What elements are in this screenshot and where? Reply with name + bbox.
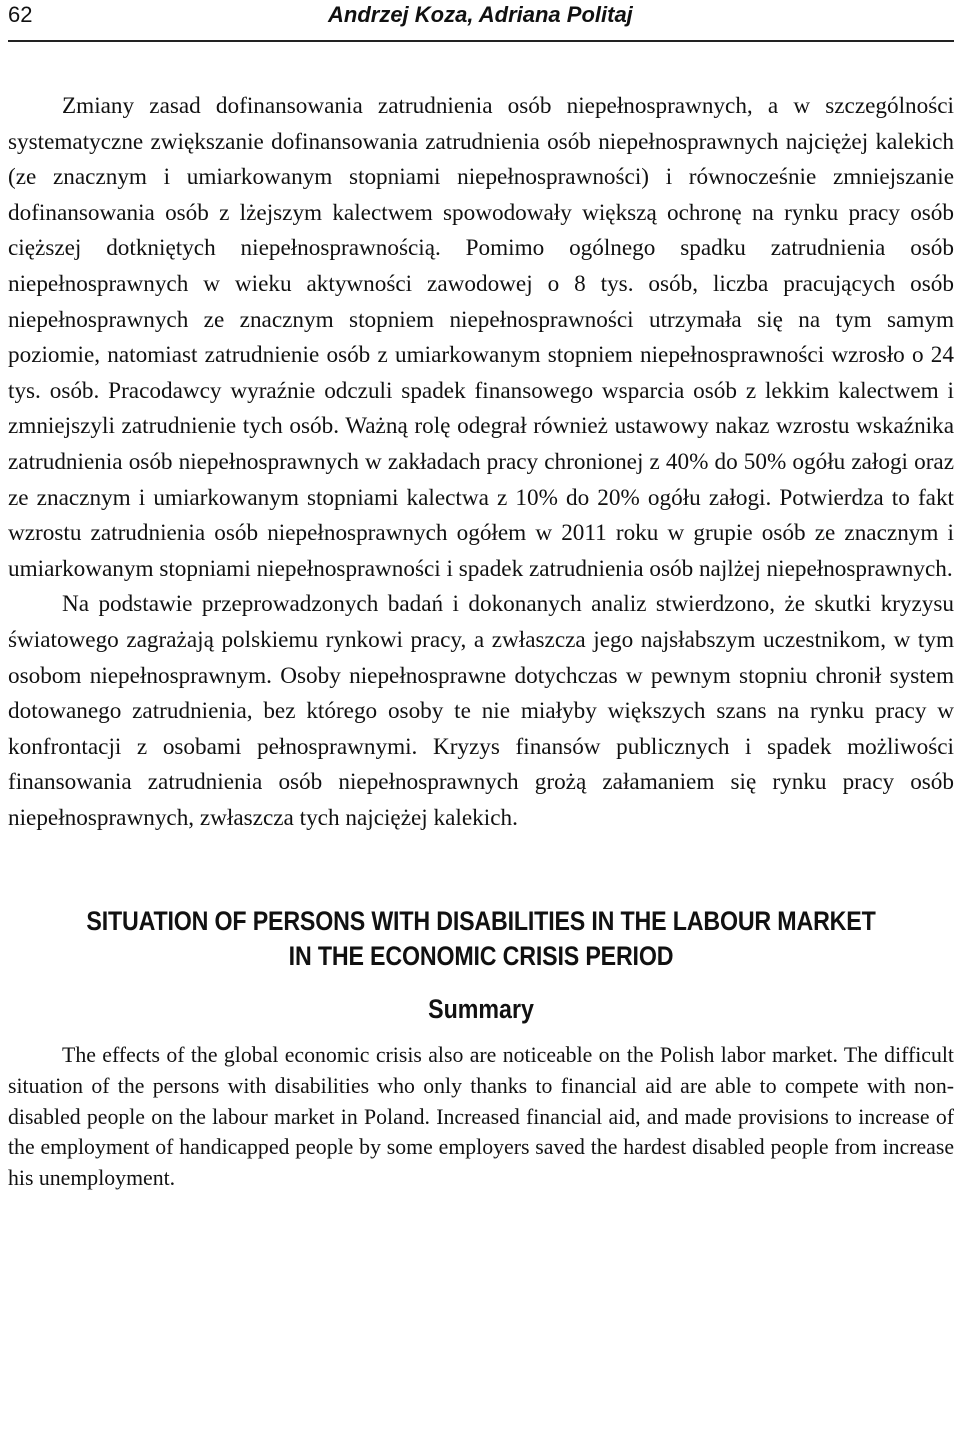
paragraph: Zmiany zasad dofinansowania zatrudnienia osób niepełnosprawnych, a w szczególności systematyczne zwiększanie dofinansowania zatrudnienia osób niepełnosprawnych najciężej kalekich (ze znacznym i umiarkowanym stopniami niepełnosprawności) i równocześnie zmniejszanie dofinansowania osób z lżejszym kalectwem spowodowały większą ochronę na rynku pracy osób cięższej dotkniętych niepełnosprawnością. Pomimo ogólnego spadku zatrudnienia osób niepełnosprawnych w wieku aktywności zawodowej o 8 tys. osób, liczba pracujących osób niepełnosprawnych ze znacznym stopniem niepełnosprawności utrzymała się na tym samym poziomie, natomiast zatrudnienie osób z umiarkowanym stopniem niepełnosprawności wzrosło o 24 tys. osób. Pracodawcy wyraźnie odczuli spadek finansowego wsparcia osób z lekkim kalectwem i zmniejszyli zatrudnienie tych osób. Ważną rolę odegrał również ustawowy nakaz wzrostu wskaźnika zatrudnienia osób niepełnosprawnych w zakładach pracy chronionej z 40% do 50% ogółu załogi oraz ze znacznym i umiarkowanym stopniami kalectwa z 10% do 20% ogółu załogi. Potwierdza to fakt wzrostu zatrudnienia osób niepełnosprawnych ogółem w 2011 roku w grupie osób ze znacznym i umiarkowanym stopniami niepełnosprawności i spadek zatrudnienia osób najlżej niepełnosprawnych. [8, 93, 954, 582]
running-header [8, 0, 954, 42]
summary-paragraph: The effects of the global economic crisis also are noticeable on the Polish labor market. The difficult situation of the persons with disabilities who only thanks to financial aid are able to compete with non-disabled people on the labour market in Poland. Increased financial aid, and made provisions to increase of the employment of handicapped people by some employers saved the hardest disabled people from increase his unemployment. [8, 1043, 954, 1190]
summary-heading: Summary [428, 994, 534, 1025]
section-title-line: IN THE ECONOMIC CRISIS PERIOD [288, 941, 674, 972]
paragraph: Na podstawie przeprowadzonych badań i dokonanych analiz stwierdzono, że skutki kryzysu światowego zagrażają polskiemu rynkowi pracy, a zwłaszcza jego najsłabszym uczestnikom, w tym osobom niepełnosprawnym. Osoby niepełnosprawne dotychczas w pewnym stopniu chronił system dotowanego zatrudnienia, bez którego osoby te nie miałyby większych szans na rynku pracy w konfrontacji z osobami pełnosprawnymi. Kryzys finansów publicznych i spadek możliwości finansowania zatrudnienia osób niepełnosprawnych grożą załamaniem się rynku pracy osób niepełnosprawnych, zwłaszcza tych najciężej kalekich. [8, 591, 954, 831]
page-number: 62 [8, 2, 33, 27]
section-title [74, 904, 888, 974]
body-text [8, 89, 954, 836]
section-title-line: SITUATION OF PERSONS WITH DISABILITIES IN THE LABOUR MARKET [86, 906, 876, 937]
running-title: Andrzej Koza, Adriana Politaj [328, 2, 633, 27]
